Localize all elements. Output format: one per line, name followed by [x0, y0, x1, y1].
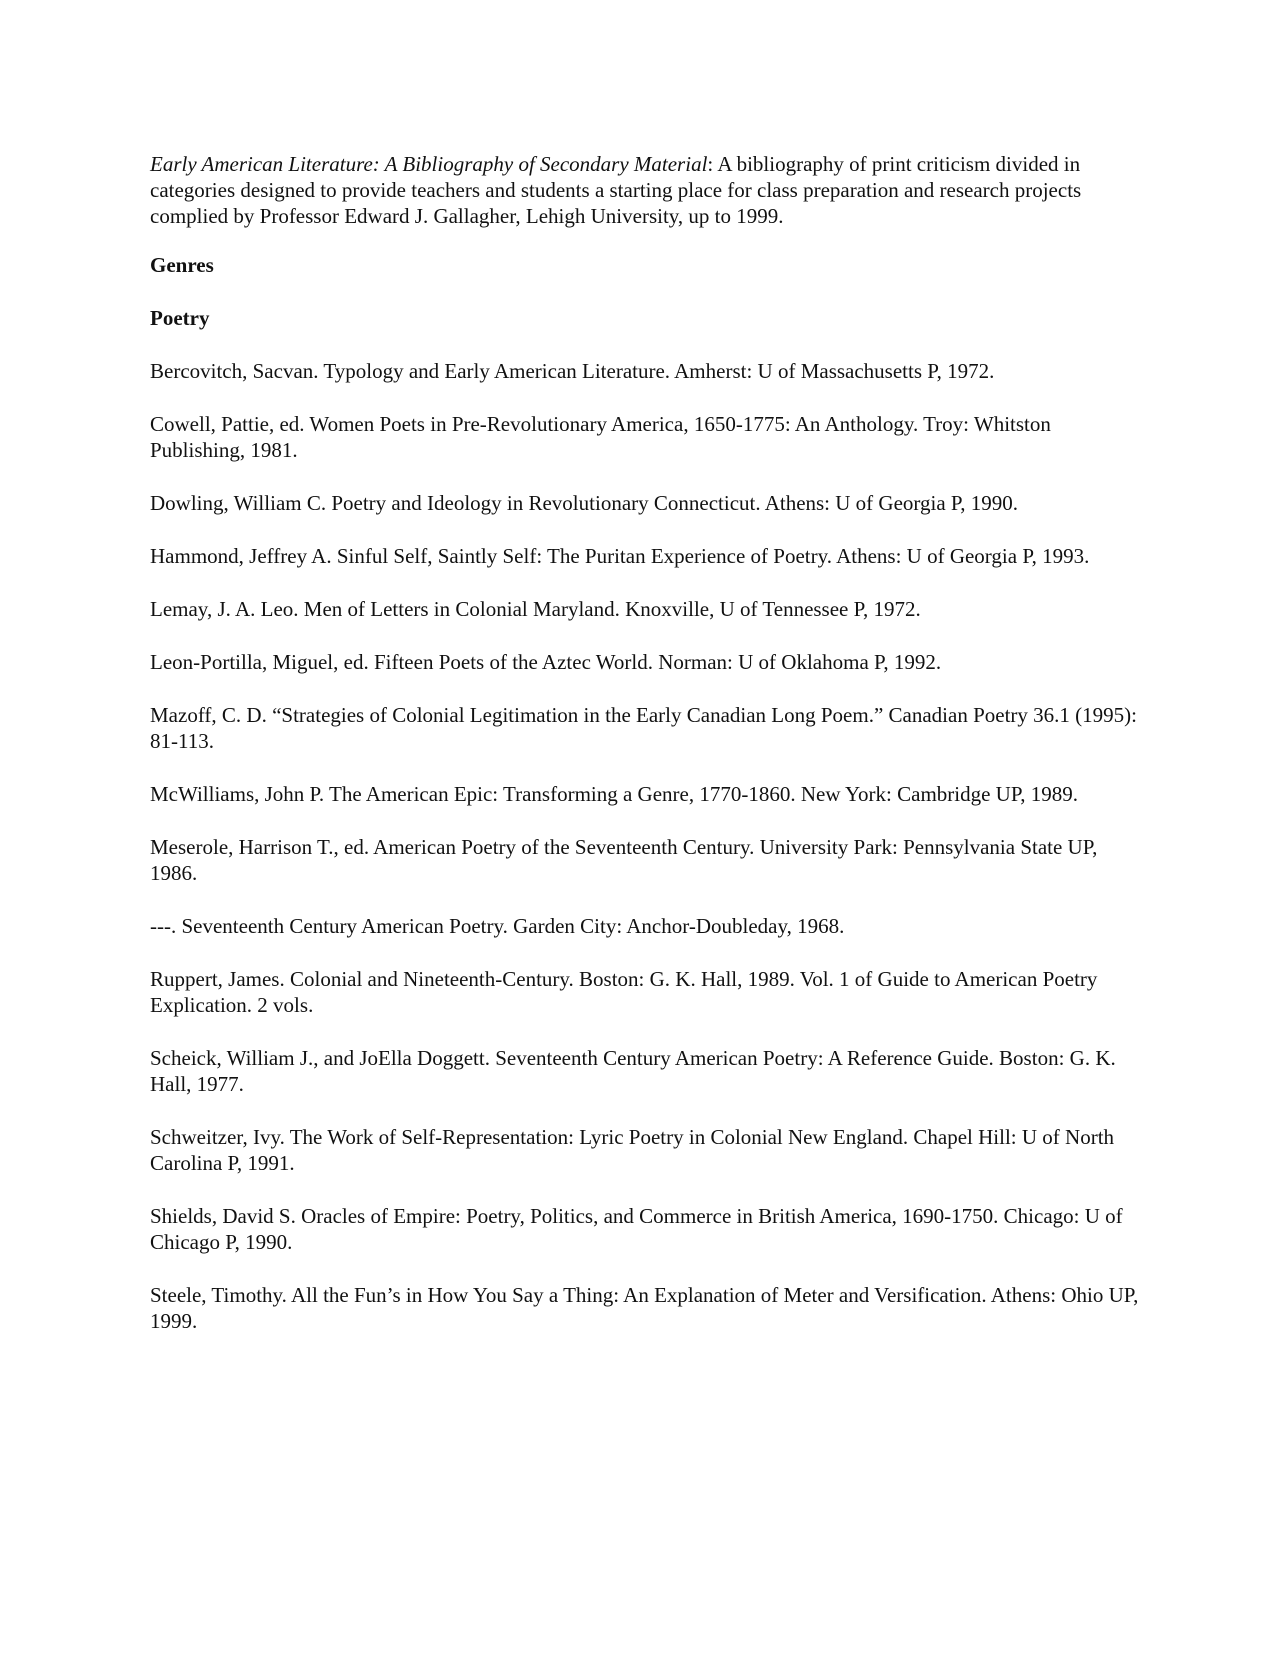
bibliography-entry: Dowling, William C. Poetry and Ideology in Revolutionary Connecticut. Athens: U of Georgia P, 1990.	[150, 491, 1019, 515]
intro-text: : A bibliography of print criticism divided in categories designed to provide teachers and students a starting place for class preparation and research projects complied by Professor Edward J. Gallagher, Lehigh University, up to 1999.	[150, 152, 1082, 228]
bibliography-entry: Meserole, Harrison T., ed. American Poetry of the Seventeenth Century. University Park: Pennsylvania State UP, 1986.	[150, 835, 1098, 885]
bibliography-entry: Cowell, Pattie, ed. Women Poets in Pre-Revolutionary America, 1650-1775: An Anthology. Troy: Whitston Publishing, 1981.	[150, 412, 1051, 462]
bibliography-entry: Scheick, William J., and JoElla Doggett. Seventeenth Century American Poetry: A Reference Guide. Boston: G. K. Hall, 1977.	[150, 1046, 1116, 1096]
bibliography-entry: Bercovitch, Sacvan. Typology and Early American Literature. Amherst: U of Massachusetts P, 1972.	[150, 359, 995, 383]
intro-paragraph	[150, 151, 1140, 229]
bibliography-list	[150, 358, 1140, 1334]
bibliography-entry: McWilliams, John P. The American Epic: Transforming a Genre, 1770-1860. New York: Cambridge UP, 1989.	[150, 782, 1078, 806]
bibliography-entry: Shields, David S. Oracles of Empire: Poetry, Politics, and Commerce in British America, 1690-1750. Chicago: U of Chicago P, 1990.	[150, 1204, 1123, 1254]
bibliography-entry: Lemay, J. A. Leo. Men of Letters in Colonial Maryland. Knoxville, U of Tennessee P, 1972.	[150, 597, 921, 621]
bibliography-entry: Hammond, Jeffrey A. Sinful Self, Saintly Self: The Puritan Experience of Poetry. Athens: U of Georgia P, 1993.	[150, 544, 1090, 568]
bibliography-entry: Steele, Timothy. All the Fun’s in How You Say a Thing: An Explanation of Meter and Versification. Athens: Ohio UP, 1999.	[150, 1283, 1139, 1333]
intro-title: Early American Literature: A Bibliography of Secondary Material	[150, 152, 708, 176]
bibliography-entry: ---. Seventeenth Century American Poetry. Garden City: Anchor-Doubleday, 1968.	[150, 914, 845, 938]
document-page	[150, 151, 1140, 1361]
bibliography-entry: Schweitzer, Ivy. The Work of Self-Representation: Lyric Poetry in Colonial New England. Chapel Hill: U of North Carolina P, 1991.	[150, 1125, 1115, 1175]
bibliography-entry: Leon-Portilla, Miguel, ed. Fifteen Poets of the Aztec World. Norman: U of Oklahoma P, 1992.	[150, 650, 942, 674]
bibliography-entry: Ruppert, James. Colonial and Nineteenth-Century. Boston: G. K. Hall, 1989. Vol. 1 of Guide to American Poetry Explication. 2 vols.	[150, 967, 1098, 1017]
heading-poetry: Poetry	[150, 306, 210, 330]
heading-genres: Genres	[150, 253, 214, 277]
bibliography-entry: Mazoff, C. D. “Strategies of Colonial Legitimation in the Early Canadian Long Poem.” Canadian Poetry 36.1 (1995): 81-113.	[150, 703, 1137, 753]
